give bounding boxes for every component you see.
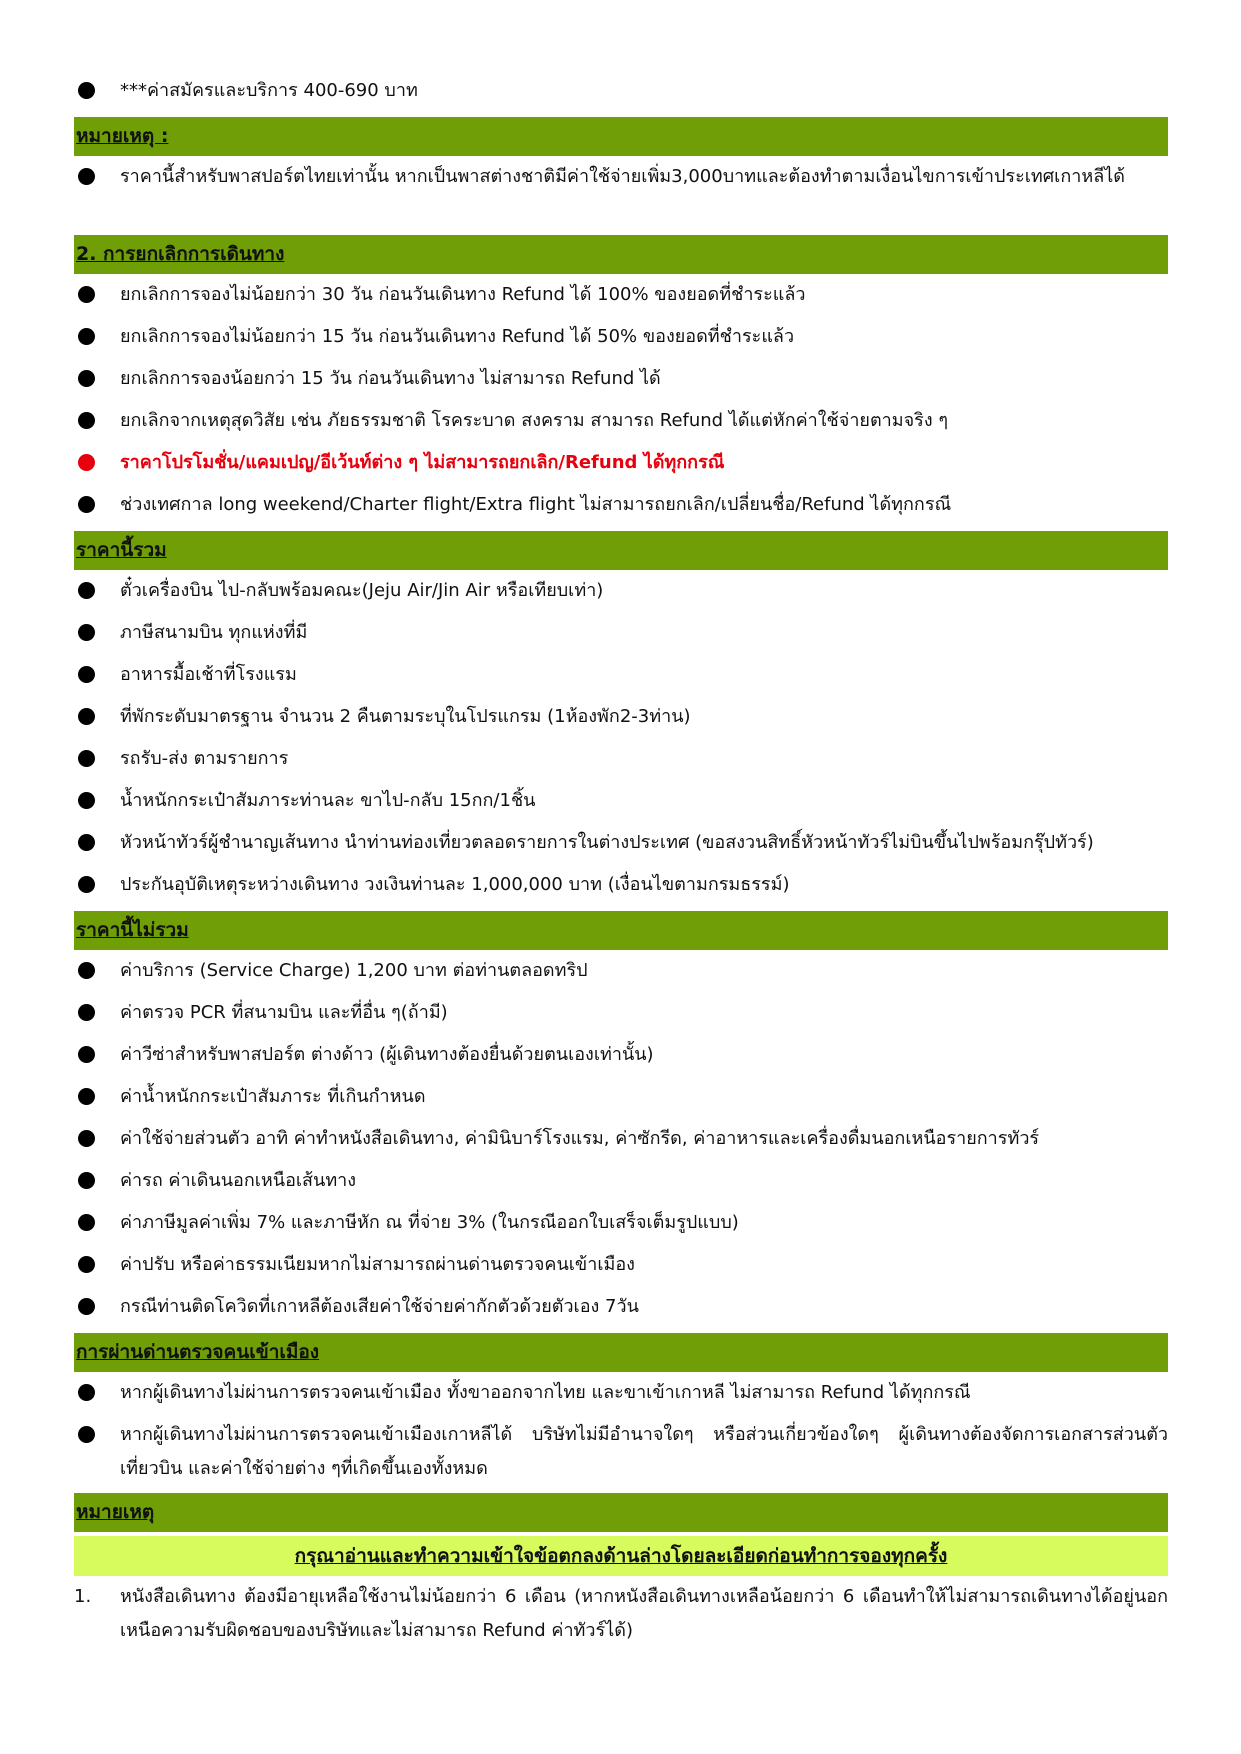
section-header-excluded: ราคานี้ไม่รวม	[74, 911, 1168, 950]
red-bullet-icon	[78, 454, 95, 471]
bullet-icon	[78, 1426, 95, 1443]
bullet-icon	[78, 1004, 95, 1021]
list-item: น้ำหนักกระเป๋าสัมภาระท่านละ ขาไป-กลับ 15กก/1ชิ้น	[74, 784, 1168, 826]
section-header-immigration: การผ่านด่านตรวจคนเข้าเมือง	[74, 1333, 1168, 1372]
list-item: ค่าน้ำหนักกระเป๋าสัมภาระ ที่เกินกำหนด	[74, 1080, 1168, 1122]
list-item: ที่พักระดับมาตรฐาน จำนวน 2 คืนตามระบุในโปรแกรม (1ห้องพัก2-3ท่าน)	[74, 700, 1168, 742]
item-number: 1.	[74, 1586, 92, 1607]
list-item: ค่าตรวจ PCR ที่สนามบิน และที่อื่น ๆ(ถ้ามี)	[74, 996, 1168, 1038]
notice-banner: กรุณาอ่านและทำความเข้าใจข้อตกลงด้านล่างโดยละเอียดก่อนทำการจองทุกครั้ง	[74, 1536, 1168, 1576]
bullet-icon	[78, 582, 95, 599]
list-item: ช่วงเทศกาล long weekend/Charter flight/Extra flight ไม่สามารถยกเลิก/เปลี่ยนชื่อ/Refund ได้ทุกกรณี	[74, 488, 1168, 530]
list-item: ภาษีสนามบิน ทุกแห่งที่มี	[74, 616, 1168, 658]
list-item: กรณีท่านติดโควิดที่เกาหลีต้องเสียค่าใช้จ่ายค่ากักตัวด้วยตัวเอง 7วัน	[74, 1290, 1168, 1332]
bullet-icon	[78, 1214, 95, 1231]
bullet-icon	[78, 666, 95, 683]
bullet-icon	[78, 1088, 95, 1105]
bullet-icon	[78, 708, 95, 725]
list-item: ค่าภาษีมูลค่าเพิ่ม 7% และภาษีหัก ณ ที่จ่าย 3% (ในกรณีออกใบเสร็จเต็มรูปแบบ)	[74, 1206, 1168, 1248]
list-item: หัวหน้าทัวร์ผู้ชำนาญเส้นทาง นำท่านท่องเที่ยวตลอดรายการในต่างประเทศ (ขอสงวนสิทธิ์หัวหน้าทัวร์ไม่บินขึ้นไปพร้อมกรุ๊ปทัวร์)	[74, 826, 1168, 868]
bullet-icon	[78, 792, 95, 809]
list-item-warning: ราคาโปรโมชั่น/แคมเปญ/อีเว้นท์ต่าง ๆ ไม่สามารถยกเลิก/Refund ได้ทุกกรณี	[74, 446, 1168, 488]
list-item: ตั๋วเครื่องบิน ไป-กลับพร้อมคณะ(Jeju Air/Jin Air หรือเทียบเท่า)	[74, 574, 1168, 616]
bullet-icon	[78, 496, 95, 513]
list-item: ยกเลิกการจองไม่น้อยกว่า 15 วัน ก่อนวันเดินทาง Refund ได้ 50% ของยอดที่ชำระแล้ว	[74, 320, 1168, 362]
list-item: ค่าใช้จ่ายส่วนตัว อาทิ ค่าทำหนังสือเดินทาง, ค่ามินิบาร์โรงแรม, ค่าซักรีด, ค่าอาหารและเครื่องดื่มนอกเหนือรายการทัวร์	[74, 1122, 1168, 1164]
section-header-included: ราคานี้รวม	[74, 531, 1168, 570]
list-item: หากผู้เดินทางไม่ผ่านการตรวจคนเข้าเมืองเกาหลีได้ บริษัทไม่มีอำนาจใดๆ หรือส่วนเกี่ยวข้องใดๆ ผู้เดินทางต้องจัดการเอกสารส่วนตัว เที่ยวบิน และค่าใช้จ่ายต่าง ๆที่เกิดขึ้นเองทั้งหมด	[74, 1418, 1168, 1492]
list-item: ยกเลิกการจองน้อยกว่า 15 วัน ก่อนวันเดินทาง ไม่สามารถ Refund ได้	[74, 362, 1168, 404]
bullet-icon	[78, 370, 95, 387]
bullet-icon	[78, 328, 95, 345]
bullet-icon	[78, 1298, 95, 1315]
bullet-icon	[78, 962, 95, 979]
list-item: รถรับ-ส่ง ตามรายการ	[74, 742, 1168, 784]
list-item: ค่าปรับ หรือค่าธรรมเนียมหากไม่สามารถผ่านด่านตรวจคนเข้าเมือง	[74, 1248, 1168, 1290]
section-header-cancellation: 2. การยกเลิกการเดินทาง	[74, 235, 1168, 274]
bullet-icon	[78, 168, 95, 185]
bullet-icon	[78, 1172, 95, 1189]
bullet-icon	[78, 1130, 95, 1147]
bullet-icon	[78, 1256, 95, 1273]
list-item: ค่ารถ ค่าเดินนอกเหนือเส้นทาง	[74, 1164, 1168, 1206]
terms-document	[74, 74, 1168, 1654]
bullet-icon	[78, 1384, 95, 1401]
bullet-icon	[78, 412, 95, 429]
list-item: ยกเลิกการจองไม่น้อยกว่า 30 วัน ก่อนวันเดินทาง Refund ได้ 100% ของยอดที่ชำระแล้ว	[74, 278, 1168, 320]
list-item: หากผู้เดินทางไม่ผ่านการตรวจคนเข้าเมือง ทั้งขาออกจากไทย และขาเข้าเกาหลี ไม่สามารถ Refund ได้ทุกกรณี	[74, 1376, 1168, 1418]
bullet-icon	[78, 750, 95, 767]
numbered-item: 1. หนังสือเดินทาง ต้องมีอายุเหลือใช้งานไม่น้อยกว่า 6 เดือน (หากหนังสือเดินทางเหลือน้อยกว่า 6 เดือนทำให้ไม่สามารถเดินทางได้อยู่นอกเหนือความรับผิดชอบของบริษัทและไม่สามารถ Refund ค่าทัวร์ได้)	[74, 1580, 1168, 1654]
section-header-remarks: หมายเหตุ	[74, 1493, 1168, 1532]
list-item: ราคานี้สำหรับพาสปอร์ตไทยเท่านั้น หากเป็นพาสต่างชาติมีค่าใช้จ่ายเพิ่ม3,000บาทและต้องทำตามเงื่อนไขการเข้าประเทศเกาหลีได้	[74, 160, 1168, 234]
list-item: ค่าบริการ (Service Charge) 1,200 บาท ต่อท่านตลอดทริป	[74, 954, 1168, 996]
list-item: ประกันอุบัติเหตุระหว่างเดินทาง วงเงินท่านละ 1,000,000 บาท (เงื่อนไขตามกรมธรรม์)	[74, 868, 1168, 910]
bullet-icon	[78, 624, 95, 641]
list-item: ค่าวีซ่าสำหรับพาสปอร์ต ต่างด้าว (ผู้เดินทางต้องยื่นด้วยตนเองเท่านั้น)	[74, 1038, 1168, 1080]
bullet-icon	[78, 286, 95, 303]
bullet-icon	[78, 834, 95, 851]
list-item: ***ค่าสมัครและบริการ 400-690 บาท	[74, 74, 1168, 116]
list-item: อาหารมื้อเช้าที่โรงแรม	[74, 658, 1168, 700]
list-item: ยกเลิกจากเหตุสุดวิสัย เช่น ภัยธรรมชาติ โรคระบาด สงคราม สามารถ Refund ได้แต่หักค่าใช้จ่ายตามจริง ๆ	[74, 404, 1168, 446]
bullet-icon	[78, 82, 95, 99]
section-header-note: หมายเหตุ :	[74, 117, 1168, 156]
bullet-icon	[78, 876, 95, 893]
bullet-icon	[78, 1046, 95, 1063]
